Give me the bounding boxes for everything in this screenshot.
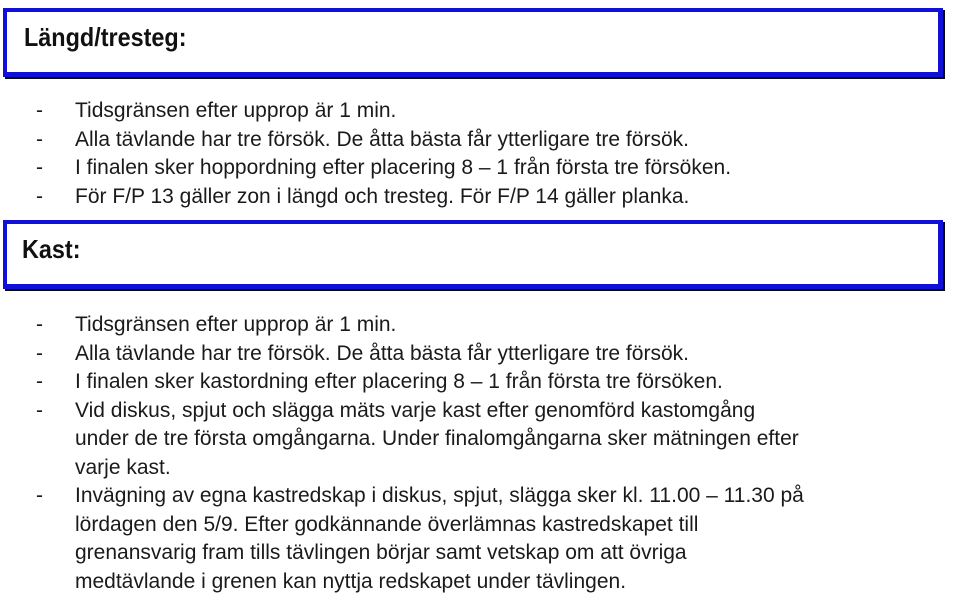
list-item-line: Invägning av egna kastredskap i diskus, spjut, slägga sker kl. 11.00 – 11.30 på [75, 484, 804, 507]
list-item-line: under de tre första omgångarna. Under finalomgångarna sker mätningen efter [75, 427, 799, 450]
bullet-dash: - [36, 484, 43, 507]
bullet-dash: - [36, 99, 43, 122]
bullet-dash: - [36, 398, 43, 422]
list-item-text: Tidsgränsen efter upprop är 1 min. [75, 313, 397, 336]
list-item-text: Alla tävlande har tre försök. De åtta bästa får ytterligare tre försök. [75, 341, 689, 365]
list-item-text [75, 482, 960, 596]
list-item-line: varje kast. [75, 455, 171, 479]
list-item-text: För F/P 13 gäller zon i längd och tresteg. För F/P 14 gäller planka. [75, 184, 690, 208]
list-item [0, 482, 960, 596]
list-item-line: medtävlande i grenen kan nyttja redskapet under tävlingen. [75, 569, 627, 593]
list-item-line: Vid diskus, spjut och slägga mäts varje kast efter genomförd kastomgång [75, 398, 756, 422]
section-heading-langd: Längd/tresteg: [24, 22, 187, 52]
list-item [0, 126, 960, 155]
list-item-text: I finalen sker kastordning efter placering 8 – 1 från första tre försöken. [75, 370, 723, 393]
section-heading-box-kast [3, 220, 943, 289]
list-item [0, 368, 960, 397]
list-item-text: I finalen sker hoppordning efter placering 8 – 1 från första tre försöken. [75, 156, 732, 179]
list-item-text: Tidsgränsen efter upprop är 1 min. [75, 99, 397, 122]
list-item [0, 397, 960, 483]
list-item [0, 340, 960, 369]
list-item [0, 311, 960, 340]
rules-list-langd [0, 97, 960, 211]
rules-list-kast [0, 311, 960, 596]
bullet-dash: - [36, 156, 43, 179]
bullet-dash: - [36, 127, 43, 151]
list-item [0, 154, 960, 183]
section-heading-kast: Kast: [22, 234, 81, 264]
list-item-line: grenansvarig fram tills tävlingen börjar samt vetskap om att övriga [75, 541, 687, 564]
bullet-dash: - [36, 341, 43, 365]
bullet-dash: - [36, 184, 43, 208]
list-item [0, 183, 960, 212]
list-item-text: Alla tävlande har tre försök. De åtta bästa får ytterligare tre försök. [75, 127, 689, 151]
list-item-text [75, 397, 960, 483]
list-item-line: lördagen den 5/9. Efter godkännande överlämnas kastredskapet till [75, 512, 699, 536]
bullet-dash: - [36, 370, 43, 393]
bullet-dash: - [36, 313, 43, 336]
list-item [0, 97, 960, 126]
